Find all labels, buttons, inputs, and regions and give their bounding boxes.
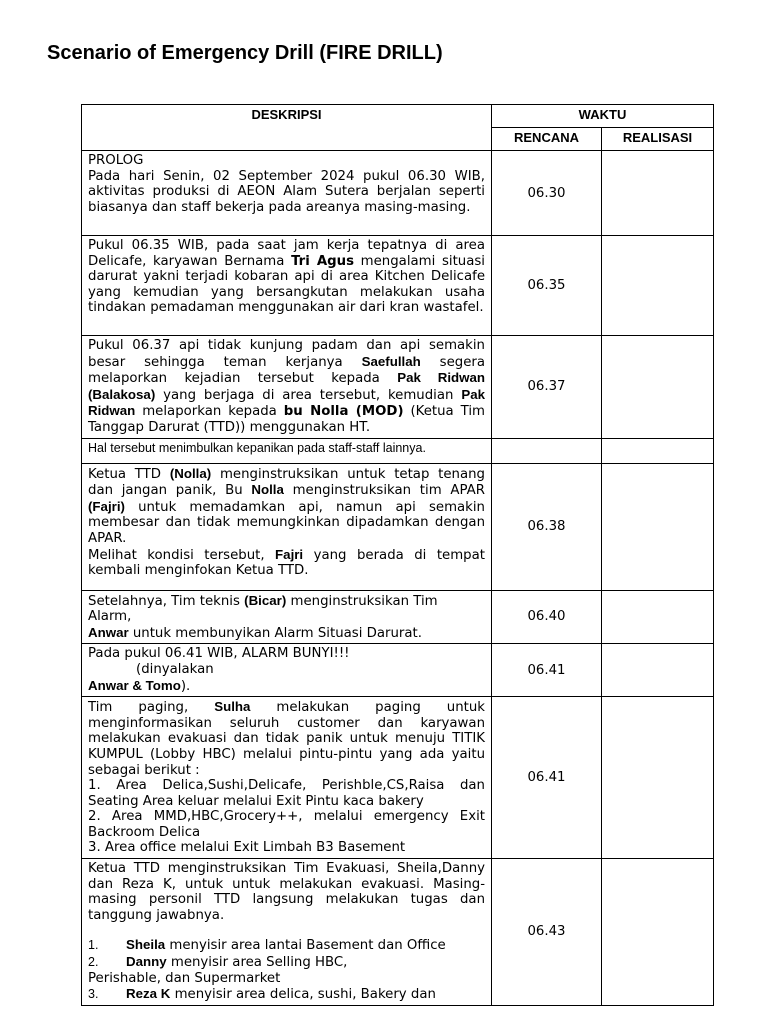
description-text: Melihat kondisi tersebut, <box>88 547 276 563</box>
description-text: melakukan paging untuk menginformasikan seluruh customer dan karyawan melakukan evakuasi dan tidak panik untuk menuju TITIK KUMPUL (Lobby HBC) melalui pintu-pintu yang ada yaitu sebagai berikut : <box>88 700 485 778</box>
actual-time-cell <box>602 644 714 697</box>
header-rencana: RENCANA <box>492 128 602 151</box>
person-name: Nolla <box>251 482 284 498</box>
person-name: (Nolla) <box>169 465 212 481</box>
description-cell: Hal tersebut menimbulkan kepanikan pada staff-staff lainnya. <box>82 438 492 463</box>
planned-time: 06.43 <box>492 859 602 1006</box>
description-text: Ketua TTD menginstruksikan Tim Evakuasi, Sheila,Danny dan Reza K, untuk untuk melakukan evakuasi. Masing-masing personil TTD langsung melakukan tugas dan tanggung jawabnya. <box>88 861 485 923</box>
exit-route-item: 1. Area Delica,Sushi,Delicafe, Perishble,CS,Raisa dan Seating Area keluar melalui Exit Pintu kaca bakery <box>88 778 485 809</box>
description-text: (Ketua Tim Tanggap Darurat (TTD)) menggunakan HT. <box>88 404 485 435</box>
description-text: ). <box>180 678 191 694</box>
description-cell <box>82 697 492 859</box>
exit-route-item: 3. Area office melalui Exit Limbah B3 Basement <box>88 840 406 856</box>
planned-time: 06.30 <box>492 151 602 236</box>
spacer <box>88 923 485 937</box>
actual-time-cell <box>602 697 714 859</box>
table-row <box>82 438 714 463</box>
planned-time: 06.37 <box>492 336 602 439</box>
person-name: Anwar & Tomo <box>88 677 181 693</box>
description-line <box>88 625 485 642</box>
header-row-top <box>82 105 714 128</box>
table-row <box>82 859 714 1006</box>
header-waktu: WAKTU <box>492 105 714 128</box>
planned-time: 06.41 <box>492 644 602 697</box>
description-line <box>88 678 485 695</box>
description-text: melaporkan kepada <box>135 404 284 420</box>
description-text: untuk membunyikan Alarm Situasi Darurat. <box>128 625 422 641</box>
description-text: yang berada di tempat kembali menginfokan Ketua TTD. <box>88 547 485 579</box>
person-name: Reza K <box>126 986 171 1002</box>
table-row <box>82 463 714 590</box>
planned-time-cell <box>492 438 602 463</box>
description-cell <box>82 644 492 697</box>
description-cell <box>82 590 492 644</box>
person-name: (Bicar) <box>244 592 287 608</box>
actual-time-cell <box>602 463 714 590</box>
evacuation-item <box>88 954 485 971</box>
drill-scenario-table <box>81 104 714 1006</box>
table-row <box>82 336 714 439</box>
description-line <box>88 547 485 579</box>
description-cell <box>82 859 492 1006</box>
evacuation-item <box>88 937 485 954</box>
actual-time-cell <box>602 438 714 463</box>
description-cell <box>82 236 492 336</box>
actual-time-cell <box>602 859 714 1006</box>
description-text: (dinyalakan <box>136 661 214 677</box>
description-text: menyisir area lantai Basement dan Office <box>165 938 446 954</box>
actual-time-cell <box>602 336 714 439</box>
description-text: mengalami situasi darurat yakni terjadi kobaran api di area Kitchen Delicafe yang kemudian yang bersangkutan melakukan usaha tindakan pemadaman menggunakan air dari kran wastafel. <box>88 253 485 316</box>
description-cell <box>82 336 492 439</box>
person-name: Sulha <box>214 699 251 715</box>
planned-time: 06.38 <box>492 463 602 590</box>
description-text: untuk memadamkan api, namun api semakin membesar dan tidak memungkinkan dipadamkan dengan APAR. <box>88 499 485 546</box>
planned-time: 06.35 <box>492 236 602 336</box>
person-name: bu Nolla (MOD) <box>283 404 404 420</box>
table-row <box>82 151 714 236</box>
actual-time-cell <box>602 236 714 336</box>
header-deskripsi: DESKRIPSI <box>82 105 492 151</box>
description-text: Pukul 06.37 api tidak kunjung padam dan api semakin besar sehingga teman kerjanya <box>88 338 485 370</box>
description-text: Pukul 06.35 WIB, pada saat jam kerja tepatnya di area Delicafe, karyawan Bernama <box>88 238 485 269</box>
description-text: menginstruksikan untuk tetap tenang dan jangan panik, Bu <box>88 466 485 499</box>
evacuation-item <box>88 986 485 1003</box>
actual-time-cell <box>602 151 714 236</box>
person-name: Tri Agus <box>291 253 355 269</box>
person-name: Saefullah <box>361 353 421 369</box>
table-row <box>82 697 714 859</box>
description-cell <box>82 463 492 590</box>
description-text: menyisir area Selling HBC, <box>166 955 348 971</box>
description-text: yang berjaga di area tersebut, kemudian <box>155 387 462 403</box>
table-row <box>82 644 714 697</box>
description-text: Tim paging, <box>88 700 215 716</box>
description-text: Setelahnya, Tim teknis <box>88 593 245 609</box>
description-cell <box>82 151 492 236</box>
description-text: Ketua TTD <box>88 466 170 482</box>
person-name: Anwar <box>88 624 129 640</box>
description-text: segera melaporkan kejadian tersebut kepada <box>88 354 485 387</box>
description-text: menginstruksikan tim APAR <box>283 483 485 499</box>
list-number: 2. <box>88 955 99 970</box>
person-name: Sheila <box>126 937 166 953</box>
planned-time: 06.40 <box>492 590 602 644</box>
person-name: Fajri <box>275 546 304 562</box>
planned-time: 06.41 <box>492 697 602 859</box>
person-name: (Fajri) <box>88 498 125 514</box>
person-name: Pak Ridwan (Balakosa) <box>88 370 485 402</box>
description-text: Pada pukul 06.41 WIB, ALARM BUNYI!!! <box>88 646 350 662</box>
list-number: 1. <box>88 938 99 953</box>
description-text: Pada hari Senin, 02 September 2024 pukul 06.30 WIB, aktivitas produksi di AEON Alam Sutera berjalan seperti biasanya dan staff bekerja pada areanya masing-masing. <box>88 168 485 215</box>
description-line <box>88 593 485 625</box>
person-name: Danny <box>126 954 167 970</box>
table-row <box>82 236 714 336</box>
list-number: 3. <box>88 987 99 1002</box>
prolog-label: PROLOG <box>88 153 144 168</box>
header-realisasi: REALISASI <box>602 128 714 151</box>
exit-route-item: 2. Area MMD,HBC,Grocery++, melalui emergency Exit Backroom Delica <box>88 809 485 840</box>
description-text: menginstruksikan Tim Alarm, <box>88 593 438 625</box>
person-name: Pak Ridwan <box>88 386 485 419</box>
actual-time-cell <box>602 590 714 644</box>
document-title: Scenario of Emergency Drill (FIRE DRILL) <box>47 42 443 64</box>
description-text: menyisir area delica, sushi, Bakery dan <box>170 987 436 1003</box>
table-row <box>82 590 714 644</box>
description-text: Perishable, dan Supermarket <box>88 970 281 986</box>
